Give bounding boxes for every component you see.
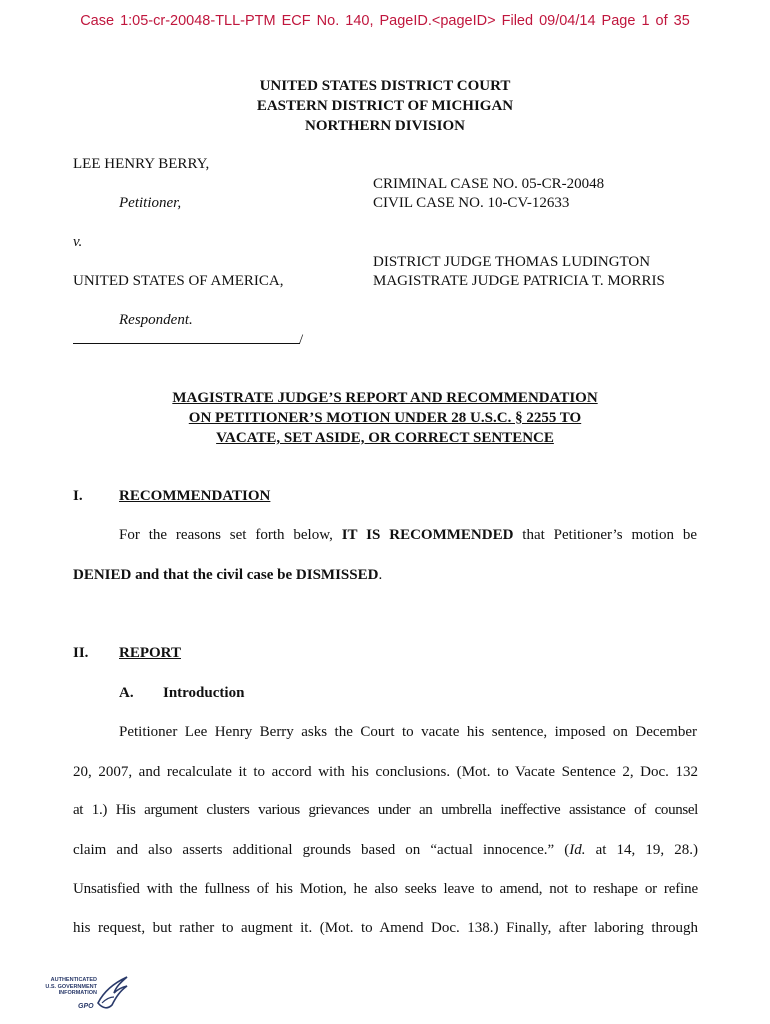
ecf-header: Case 1:05-cr-20048-TLL-PTM ECF No. 140, PageID.<pageID> Filed 09/04/14 Page 1 of 35 xyxy=(80,13,690,29)
section-1-number: I. xyxy=(73,488,83,504)
respondent-role: Respondent. xyxy=(119,312,193,328)
title-line-2: ON PETITIONER’S MOTION UNDER 28 U.S.C. § 2255 TO xyxy=(188,410,582,426)
recommendation-text-c: that Petitioner’s motion be xyxy=(513,527,697,543)
document-title xyxy=(0,388,770,448)
recommendation-emphasis: IT IS RECOMMENDED xyxy=(341,527,514,543)
gpo-authentication-logo xyxy=(42,973,132,1015)
respondent-name: UNITED STATES OF AMERICA, xyxy=(73,273,284,289)
intro-line-4-cite: Id. xyxy=(569,842,586,858)
logo-line-3: INFORMATION xyxy=(58,990,97,996)
logo-gpo: GPO xyxy=(78,1003,94,1010)
recommendation-text-a: For the reasons set forth below, xyxy=(119,527,342,543)
court-line-3: NORTHERN DIVISION xyxy=(305,118,465,134)
intro-line-3: at 1.) His argument clusters various grievances under an umbrella ineffective assistance of counsel xyxy=(73,802,698,818)
eagle-icon xyxy=(94,973,130,1015)
civil-case-number: CIVIL CASE NO. 10-CV-12633 xyxy=(373,195,570,211)
intro-line-4 xyxy=(73,840,698,860)
section-2-heading: REPORT xyxy=(119,645,181,661)
logo-line-1: AUTHENTICATED xyxy=(50,977,97,983)
versus: v. xyxy=(73,234,83,250)
intro-line-2: 20, 2007, and recalculate it to accord with his conclusions. (Mot. to Vacate Sentence 2, Doc. 132 xyxy=(73,764,698,780)
court-heading xyxy=(0,76,770,136)
caption-slash: / xyxy=(299,332,304,348)
court-line-2: EASTERN DISTRICT OF MICHIGAN xyxy=(256,98,514,114)
recommendation-line-2 xyxy=(73,565,698,585)
recommendation-line-1 xyxy=(119,525,697,545)
title-line-1: MAGISTRATE JUDGE’S REPORT AND RECOMMENDATION xyxy=(172,390,598,406)
subsection-a-letter: A. xyxy=(119,685,134,701)
recommendation-period: . xyxy=(378,567,383,583)
magistrate-judge: MAGISTRATE JUDGE PATRICIA T. MORRIS xyxy=(373,273,665,289)
petitioner-name: LEE HENRY BERRY, xyxy=(73,156,210,172)
district-judge: DISTRICT JUDGE THOMAS LUDINGTON xyxy=(373,254,651,270)
signature-line xyxy=(73,343,300,344)
intro-line-6: his request, but rather to augment it. (Mot. to Amend Doc. 138.) Finally, after laboring through xyxy=(73,920,698,936)
intro-line-4-pages: at 14, 19, 28.) xyxy=(585,842,698,858)
section-1-heading: RECOMMENDATION xyxy=(119,488,271,504)
recommendation-conclusion: DENIED and that the civil case be DISMISSED xyxy=(73,567,379,583)
subsection-a-heading: Introduction xyxy=(163,685,245,701)
criminal-case-number: CRIMINAL CASE NO. 05-CR-20048 xyxy=(373,176,605,192)
intro-line-4-text: claim and also asserts additional grounds based on “actual innocence.” ( xyxy=(73,842,570,858)
title-line-3: VACATE, SET ASIDE, OR CORRECT SENTENCE xyxy=(216,430,554,446)
petitioner-role: Petitioner, xyxy=(119,195,182,211)
court-line-1: UNITED STATES DISTRICT COURT xyxy=(259,78,511,94)
intro-line-1: Petitioner Lee Henry Berry asks the Court to vacate his sentence, imposed on December xyxy=(119,724,697,740)
section-2-number: II. xyxy=(73,645,89,661)
intro-line-5: Unsatisfied with the fullness of his Motion, he also seeks leave to amend, not to reshape or refine xyxy=(73,881,698,897)
logo-text xyxy=(42,977,97,997)
logo-line-2: U.S. GOVERNMENT xyxy=(45,983,97,990)
